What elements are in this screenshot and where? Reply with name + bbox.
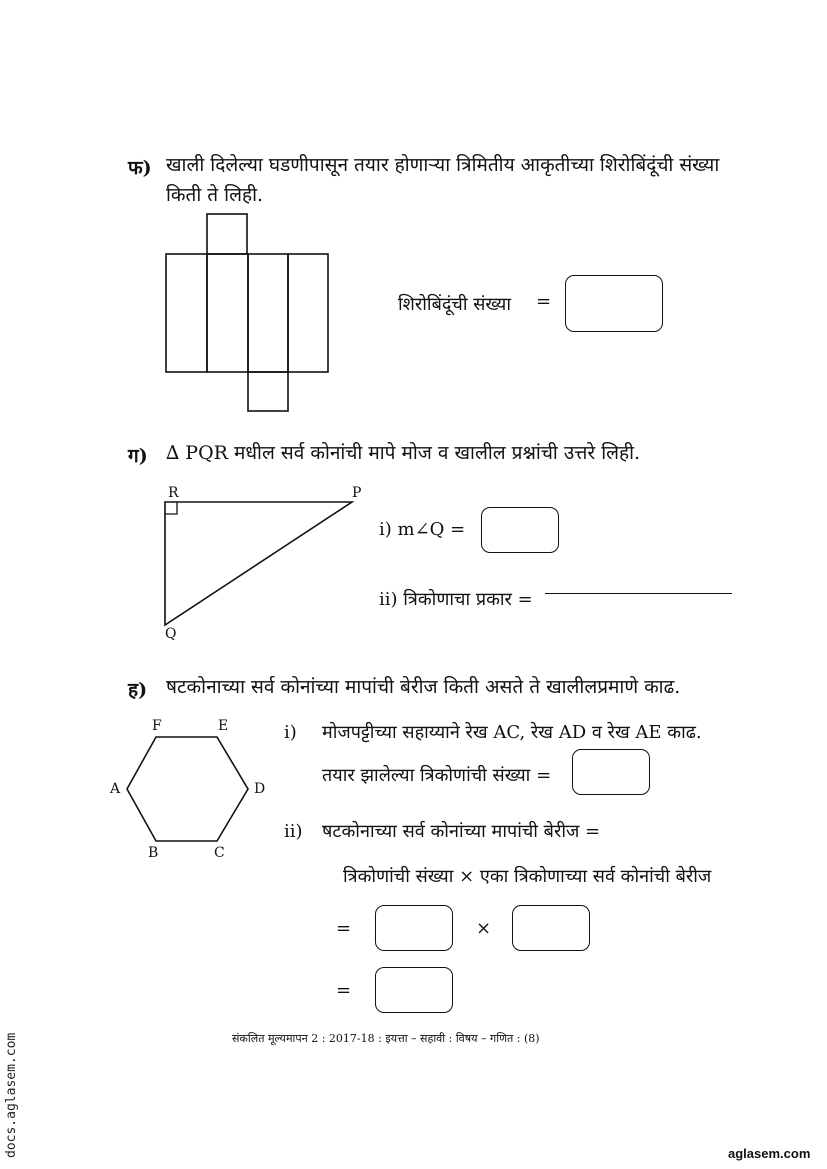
hexagon-figure <box>127 737 248 841</box>
triangle-pqr-figure <box>165 502 352 625</box>
angle-sum-formula: त्रिकोणांची संख्या × एका त्रिकोणाच्या सर्व कोनांची बेरीज <box>343 866 712 887</box>
vertex-c-label: C <box>214 845 225 861</box>
times-sign: × <box>476 918 492 939</box>
triangle-count-factor-box[interactable] <box>375 905 453 951</box>
triangle-type-label: ii) त्रिकोणाचा प्रकार = <box>379 589 533 610</box>
page-footer: संकलित मूल्यमापन 2 : 2017-18 : इयत्ता – सहावी : विषय – गणित : (8) <box>232 1032 540 1045</box>
net-top-flap <box>207 214 247 254</box>
angle-q-label: i) m∠Q = <box>379 519 466 540</box>
triangle-type-answer-line[interactable] <box>545 593 732 594</box>
vertex-e-label: E <box>218 718 229 734</box>
triangle-count-answer-box[interactable] <box>572 749 650 795</box>
question-g-text: ∆ PQR मधील सर्व कोनांची मापे मोज व खालील प्रश्नांची उत्तरे लिही. <box>166 442 641 464</box>
triangle-angle-sum-factor-box[interactable] <box>512 905 590 951</box>
vertex-count-equals: = <box>536 291 552 312</box>
net-face-3 <box>248 254 288 372</box>
equals-sign-1: = <box>336 918 352 939</box>
vertex-q-label: Q <box>165 626 177 642</box>
vertex-p-label: P <box>352 485 362 501</box>
question-h-label: ह) <box>128 679 148 701</box>
question-f-line-2: किती ते लिही. <box>166 184 264 206</box>
angle-q-answer-box[interactable] <box>481 507 559 553</box>
vertex-a-label: A <box>110 781 121 797</box>
net-bottom-flap <box>248 372 288 411</box>
vertex-b-label: B <box>148 845 159 861</box>
hexagon-angle-sum-answer-box[interactable] <box>375 967 453 1013</box>
question-f-line-1: खाली दिलेल्या घडणीपासून तयार होणाऱ्या त्रिमितीय आकृतीच्या शिरोबिंदूंची संख्या <box>166 154 720 176</box>
triangle-pqr <box>165 502 352 625</box>
net-face-4 <box>288 254 328 372</box>
net-face-1 <box>166 254 207 372</box>
vertex-count-answer-box[interactable] <box>565 275 663 332</box>
question-h-text: षटकोनाच्या सर्व कोनांच्या मापांची बेरीज किती असते ते खालीलप्रमाणे काढ. <box>166 676 681 698</box>
hexagon-abcdef <box>127 737 248 841</box>
vertex-d-label: D <box>254 781 266 797</box>
triangle-count-label: तयार झालेल्या त्रिकोणांची संख्या = <box>322 765 552 786</box>
net-face-2 <box>207 254 248 372</box>
question-f-label: फ) <box>128 157 152 179</box>
question-g-label: ग) <box>128 445 148 467</box>
part-i-number: i) <box>284 722 297 743</box>
vertex-f-label: F <box>152 718 162 734</box>
vertex-r-label: R <box>168 485 179 501</box>
side-watermark: docs.aglasem.com <box>4 1032 19 1158</box>
part-ii-number: ii) <box>284 821 303 842</box>
vertex-count-label: शिरोबिंदूंची संख्या <box>398 294 512 315</box>
equals-sign-2: = <box>336 980 352 1001</box>
angle-sum-label: षटकोनाच्या सर्व कोनांच्या मापांची बेरीज = <box>322 821 601 842</box>
brand-watermark: aglasem.com <box>728 1146 811 1161</box>
right-angle-mark <box>165 502 177 514</box>
cuboid-net-figure <box>166 214 328 411</box>
part-i-instruction: मोजपट्टीच्या सहाय्याने रेख AC, रेख AD व रेख AE काढ. <box>322 722 702 743</box>
